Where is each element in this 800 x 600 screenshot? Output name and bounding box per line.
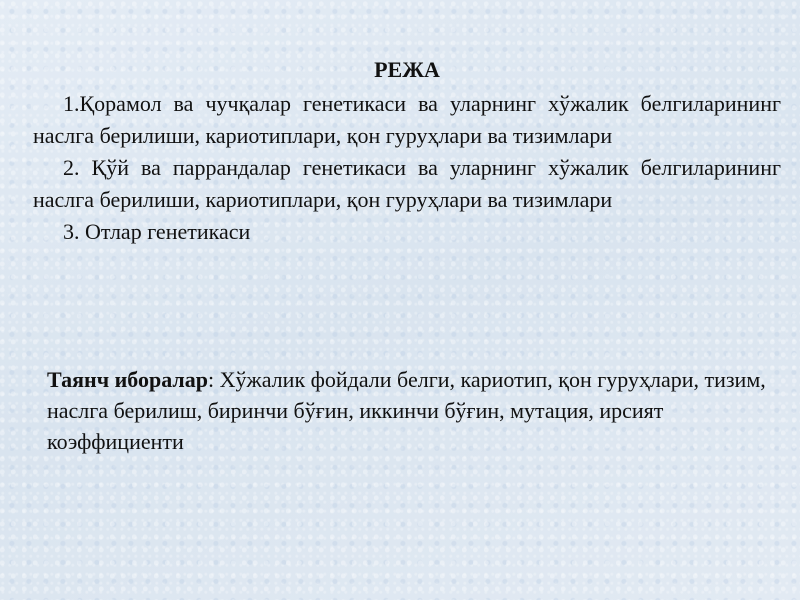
plan-title: РЕЖА xyxy=(374,57,440,82)
plan-item-2: 2. Қўй ва паррандалар генетикаси ва уларнинг хўжалик белгиларининг наслга берилиши, кариотиплари, қон гуруҳлари ва тизимлари xyxy=(33,155,781,212)
keywords-separator: : xyxy=(208,367,215,392)
plan-section xyxy=(33,54,781,248)
keywords-label: Таянч иборалар xyxy=(47,367,209,392)
plan-item-1: 1.Қорамол ва чучқалар генетикаси ва уларнинг хўжалик белгиларининг наслга берилиши, кариотиплари, қон гуруҳлари ва тизимлари xyxy=(33,91,781,148)
plan-item-3: 3. Отлар генетикаси xyxy=(63,219,251,244)
keywords-paragraph xyxy=(47,364,767,457)
keywords-text: Хўжалик фойдали белги, кариотип, қон гуруҳлари, тизим, наслга берилиш, биринчи бўғин, иккинчи бўғин, мутация, ирсият коэффициенти xyxy=(47,367,766,454)
